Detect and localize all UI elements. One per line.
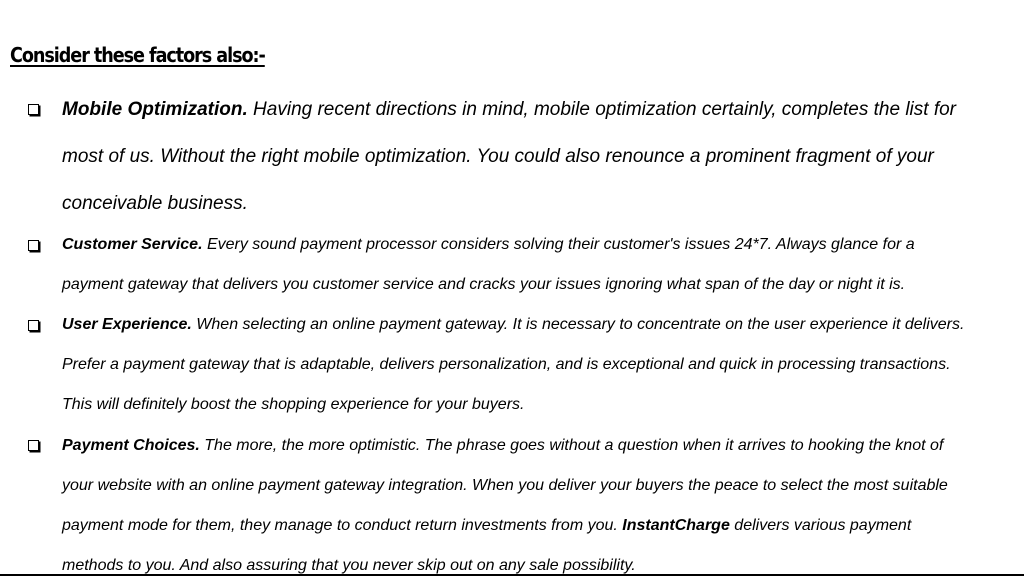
text-line: Prefer a payment gateway that is adaptable, delivers personalization, and is exceptional and quick in processing transactions. xyxy=(62,356,951,373)
text-line: User Experience. When selecting an online payment gateway. It is necessary to concentrate on the user experience it delivers. xyxy=(62,316,965,333)
item-title: Payment Choices. xyxy=(62,437,200,454)
brand-name: InstantCharge xyxy=(622,517,730,534)
text-line: conceivable business. xyxy=(62,193,248,214)
checkbox-bullet-icon xyxy=(28,104,39,115)
checkbox-bullet-icon xyxy=(28,240,39,251)
text-line: Payment Choices. The more, the more optimistic. The phrase goes without a question when it arrives to hooking the knot of xyxy=(62,437,944,454)
text-line: Customer Service. Every sound payment processor considers solving their customer's issues 24*7. Always glance for a xyxy=(62,236,915,253)
section-heading: Consider these factors also:- xyxy=(10,43,265,67)
list-item-text xyxy=(62,86,956,227)
text-line: payment gateway that delivers you customer service and cracks your issues ignoring what span of the day or night it is. xyxy=(62,276,906,293)
text-line: Mobile Optimization. Having recent directions in mind, mobile optimization certainly, completes the list for xyxy=(62,99,957,120)
item-title: Customer Service. xyxy=(62,236,203,253)
text-line: methods to you. And also assuring that you never skip out on any sale possibility. xyxy=(62,557,636,574)
text-line: most of us. Without the right mobile optimization. You could also renounce a prominent fragment of your xyxy=(62,146,934,167)
item-title: User Experience. xyxy=(62,316,192,333)
text-line: your website with an online payment gateway integration. When you deliver your buyers the peace to select the most suitable xyxy=(62,477,948,494)
list-item-text xyxy=(62,426,948,576)
item-title: Mobile Optimization. xyxy=(62,99,248,120)
text-line: payment mode for them, they manage to conduct return investments from you. InstantCharge delivers various payment xyxy=(62,517,912,534)
checkbox-bullet-icon xyxy=(28,320,39,331)
list-item-text xyxy=(62,305,964,425)
list-item-text xyxy=(62,225,915,305)
text-line: This will definitely boost the shopping experience for your buyers. xyxy=(62,396,525,413)
checkbox-bullet-icon xyxy=(28,440,39,451)
